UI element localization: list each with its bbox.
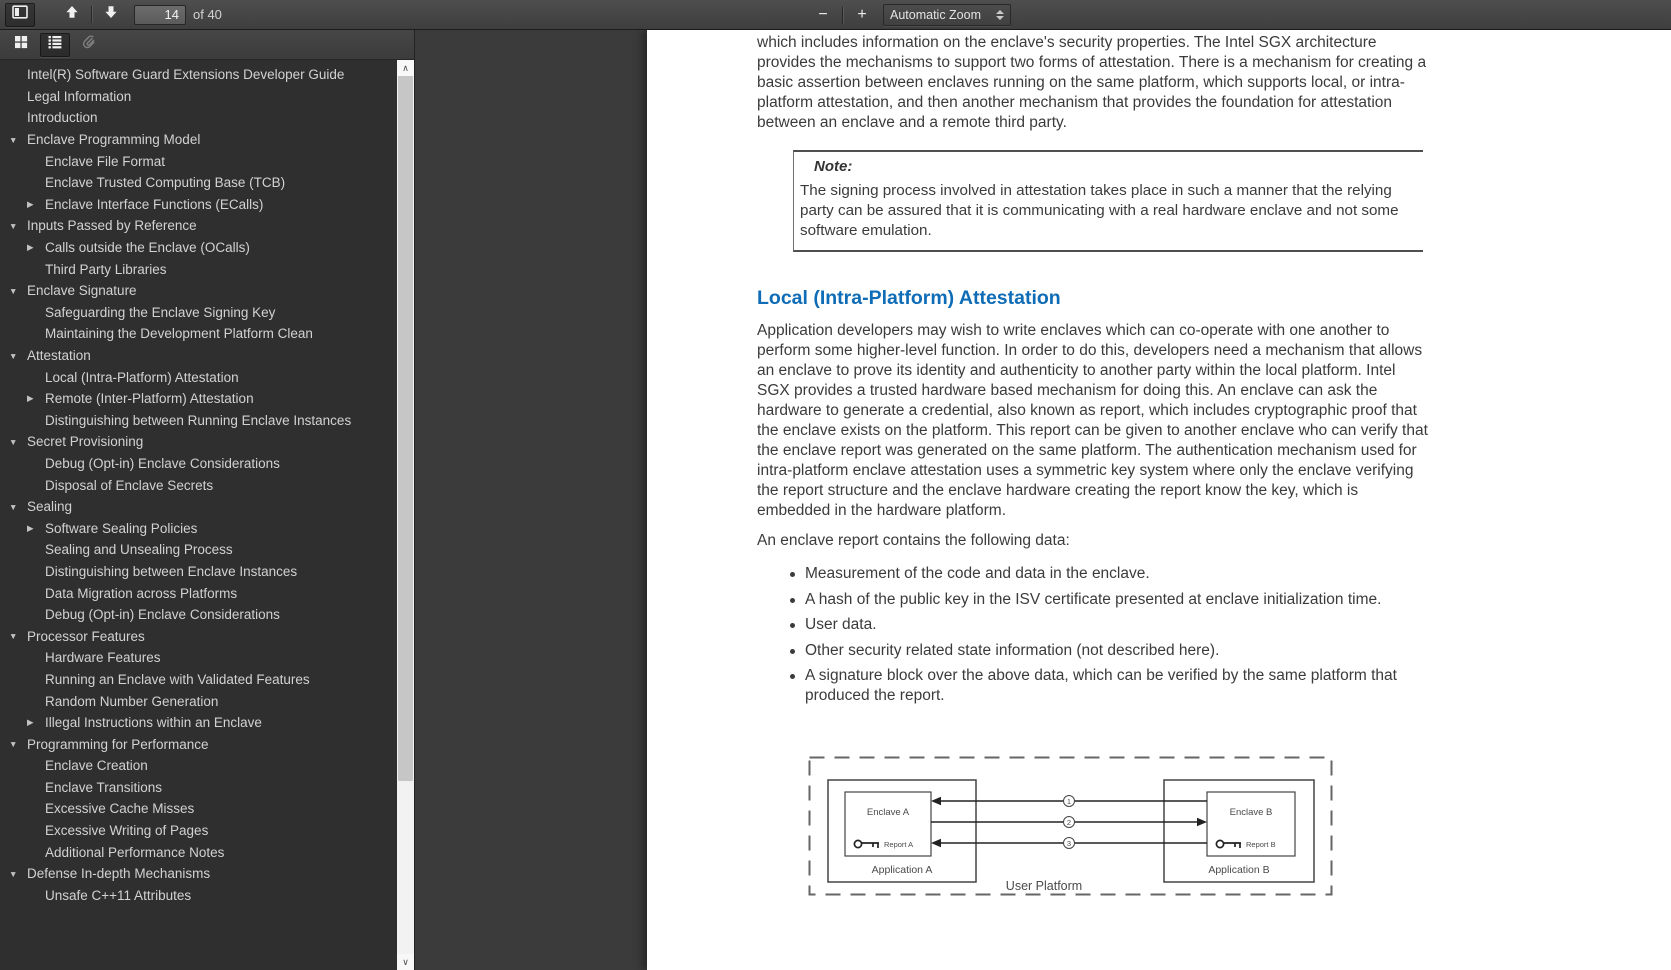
collapse-triangle-icon[interactable]: ▼: [9, 436, 18, 447]
toc-item-label: Running an Enclave with Validated Features: [45, 671, 310, 687]
pdf-page: [647, 30, 1671, 970]
collapse-triangle-icon[interactable]: ▼: [9, 868, 18, 879]
grid-icon: [13, 34, 29, 55]
step-3-badge: 3: [1066, 838, 1072, 848]
outline-view-button[interactable]: [40, 33, 70, 57]
expand-triangle-icon[interactable]: ▶: [27, 522, 34, 533]
scrollbar-down-button[interactable]: ∨: [397, 954, 414, 970]
toc-item-label: Legal Information: [27, 88, 132, 104]
toc-item[interactable]: [0, 539, 397, 561]
zoom-out-button[interactable]: [808, 3, 838, 27]
zoom-level-value: Automatic Zoom: [890, 8, 982, 22]
list-item: Measurement of the code and data in the enclave.: [790, 564, 1429, 584]
toc-item-label: Enclave Signature: [27, 283, 137, 299]
report-b-label: Report B: [1246, 840, 1276, 849]
arrow-down-icon: [103, 4, 119, 25]
toc-item-label: Introduction: [27, 110, 98, 126]
toc-item[interactable]: [0, 129, 397, 151]
paperclip-icon: [81, 34, 97, 55]
section-heading: Local (Intra-Platform) Attestation: [757, 287, 1061, 309]
expand-triangle-icon[interactable]: ▶: [27, 393, 34, 404]
report-data-list: [790, 564, 1429, 706]
toc-item[interactable]: [0, 194, 397, 216]
zoom-controls: [808, 0, 1011, 30]
toc-item-label: Random Number Generation: [45, 693, 219, 709]
toc-item-label: Third Party Libraries: [45, 261, 167, 277]
toc-item[interactable]: [0, 474, 397, 496]
toc-item-label: Attestation: [27, 348, 91, 364]
minus-icon: −: [818, 6, 828, 23]
toc-item[interactable]: [0, 712, 397, 734]
toc-item[interactable]: [0, 647, 397, 669]
expand-triangle-icon[interactable]: ▶: [27, 198, 34, 209]
toc-item[interactable]: [0, 453, 397, 475]
toc-item-label: Hardware Features: [45, 650, 161, 666]
attachments-view-button[interactable]: [74, 33, 104, 57]
zoom-level-select[interactable]: [883, 4, 1011, 26]
expand-triangle-icon[interactable]: ▶: [27, 242, 34, 253]
enclave-a-label: Enclave A: [866, 807, 910, 818]
scrollbar-thumb[interactable]: [398, 76, 413, 781]
outline-list: [0, 60, 397, 970]
pdf-viewer: [416, 30, 1671, 970]
toc-item-label: Calls outside the Enclave (OCalls): [45, 240, 250, 256]
attestation-diagram: [807, 754, 1429, 903]
toc-item[interactable]: [0, 561, 397, 583]
collapse-triangle-icon[interactable]: ▼: [9, 631, 18, 642]
toc-item[interactable]: [0, 517, 397, 539]
toc-item-label: Intel(R) Software Guard Extensions Developer Guide: [27, 67, 345, 83]
toc-item[interactable]: [0, 604, 397, 626]
section-body-paragraph: Application developers may wish to write enclaves which can co-operate with one another to perform some higher-level function. In order to do this, developers need a mechanism that allows an enclave to prove its identity and authenticity to another party within the local platform. Intel SGX provides a trusted hardware based mechanism for doing this. An enclave can ask the hardware to generate a credential, also known as report, which includes cryptographic proof that the enclave exists on the platform. This report can be given to another enclave who can verify that the enclave report was generated on the same platform. The authentication mechanism used for intra-platform enclave attestation uses a symmetric key system where only the enclave verifying the report structure and the enclave hardware creating the report know the key, which is embedded in the hardware platform.: [757, 322, 1428, 519]
toc-item[interactable]: [0, 366, 397, 388]
list-icon: [47, 34, 63, 55]
toc-item[interactable]: [0, 323, 397, 345]
toc-item-label: Programming for Performance: [27, 736, 209, 752]
toc-item[interactable]: [0, 820, 397, 842]
toc-item[interactable]: [0, 258, 397, 280]
toc-item-label: Safeguarding the Enclave Signing Key: [45, 304, 276, 320]
zoom-in-button[interactable]: [847, 3, 877, 27]
toc-item-label: Secret Provisioning: [27, 434, 144, 450]
toc-item-label: Disposal of Enclave Secrets: [45, 477, 214, 493]
toc-item[interactable]: [0, 215, 397, 237]
toc-item[interactable]: [0, 669, 397, 691]
toc-item-label: Software Sealing Policies: [45, 520, 198, 536]
toc-item-label: Enclave Trusted Computing Base (TCB): [45, 175, 286, 191]
collapse-triangle-icon[interactable]: ▼: [9, 501, 18, 512]
collapse-triangle-icon[interactable]: ▼: [9, 220, 18, 231]
scrollbar-up-button[interactable]: ∧: [397, 60, 414, 76]
toc-item[interactable]: [0, 690, 397, 712]
previous-page-button[interactable]: [57, 3, 87, 27]
toc-item[interactable]: [0, 431, 397, 453]
sidebar: [0, 30, 415, 970]
collapse-triangle-icon[interactable]: ▼: [9, 285, 18, 296]
toc-item-label: Local (Intra-Platform) Attestation: [45, 369, 239, 385]
toc-item[interactable]: [0, 107, 397, 129]
toc-item[interactable]: [0, 172, 397, 194]
toc-item[interactable]: [0, 302, 397, 324]
toc-item[interactable]: [0, 496, 397, 518]
toc-item-label: Sealing: [27, 499, 73, 515]
toc-item[interactable]: [0, 885, 397, 907]
toc-item[interactable]: [0, 625, 397, 647]
application-a-label: Application A: [871, 864, 933, 876]
toc-item[interactable]: [0, 841, 397, 863]
page-number-input[interactable]: [134, 5, 186, 25]
application-b-label: Application B: [1208, 864, 1270, 876]
toc-item[interactable]: [0, 64, 397, 86]
expand-triangle-icon[interactable]: ▶: [27, 717, 34, 728]
toc-item-label: Additional Performance Notes: [45, 844, 225, 860]
toc-item-label: Unsafe C++11 Attributes: [45, 887, 192, 903]
toc-item[interactable]: [0, 345, 397, 367]
plus-icon: +: [857, 6, 867, 23]
toc-item-label: Debug (Opt-in) Enclave Considerations: [45, 455, 280, 471]
toc-item[interactable]: [0, 86, 397, 108]
collapse-triangle-icon[interactable]: ▼: [9, 134, 18, 145]
toc-item[interactable]: [0, 388, 397, 410]
note-text: The signing process involved in attestation takes place in such a manner that the relying party can be assured that it is communicating with a real hardware enclave and not some software emulation.: [800, 182, 1399, 239]
sidebar-scrollbar[interactable]: [397, 60, 414, 970]
note-label: Note:: [814, 158, 853, 175]
toc-item-label: Excessive Writing of Pages: [45, 823, 209, 839]
toc-item[interactable]: [0, 582, 397, 604]
list-item: Other security related state information (not described here).: [790, 641, 1429, 661]
toc-item-label: Enclave File Format: [45, 153, 166, 169]
toc-item-label: Enclave Programming Model: [27, 132, 201, 148]
toc-item[interactable]: [0, 150, 397, 172]
toolbar-separator: [842, 7, 843, 24]
list-item: User data.: [790, 615, 1429, 635]
collapse-triangle-icon[interactable]: ▼: [9, 739, 18, 750]
toc-item-label: Inputs Passed by Reference: [27, 218, 197, 234]
toc-item-label: Sealing and Unsealing Process: [45, 542, 233, 558]
toc-item-label: Data Migration across Platforms: [45, 585, 238, 601]
toc-item[interactable]: [0, 755, 397, 777]
list-item: A hash of the public key in the ISV certificate presented at enclave initialization time.: [790, 590, 1429, 610]
toc-item[interactable]: [0, 237, 397, 259]
page-count-label: of 40: [193, 7, 222, 22]
sidebar-toggle-button[interactable]: [5, 3, 35, 27]
next-page-button[interactable]: [96, 3, 126, 27]
main-toolbar: [0, 0, 1671, 30]
toc-item-label: Enclave Creation: [45, 758, 148, 774]
toc-item-label: Enclave Interface Functions (ECalls): [45, 196, 264, 212]
arrow-up-icon: [64, 4, 80, 25]
toc-item-label: Excessive Cache Misses: [45, 801, 195, 817]
select-spinner-icon: [996, 10, 1004, 20]
toc-item-label: Debug (Opt-in) Enclave Considerations: [45, 607, 280, 623]
note-box: [793, 150, 1423, 252]
toc-item-label: Remote (Inter-Platform) Attestation: [45, 391, 254, 407]
user-platform-label: User Platform: [1005, 879, 1083, 893]
toc-item-label: Defense In-depth Mechanisms: [27, 866, 211, 882]
report-a-label: Report A: [884, 840, 914, 849]
collapse-triangle-icon[interactable]: ▼: [9, 350, 18, 361]
toc-item[interactable]: [0, 798, 397, 820]
step-2-badge: 2: [1066, 817, 1072, 827]
toc-item[interactable]: [0, 410, 397, 432]
toc-item-label: Illegal Instructions within an Enclave: [45, 715, 262, 731]
toc-item-label: Distinguishing between Running Enclave Instances: [45, 412, 352, 428]
list-item: A signature block over the above data, which can be verified by the same platform that produced the report.: [790, 666, 1429, 706]
toc-item-label: Processor Features: [27, 628, 145, 644]
toc-item[interactable]: [0, 777, 397, 799]
sidebar-toggle-icon: [12, 4, 28, 25]
toc-item-label: Enclave Transitions: [45, 779, 163, 795]
toolbar-separator: [91, 6, 92, 23]
toc-item-label: Distinguishing between Enclave Instances: [45, 563, 298, 579]
sidebar-toolbar: [0, 30, 414, 60]
enclave-b-label: Enclave B: [1229, 807, 1273, 818]
intro-paragraph: which includes information on the enclave's security properties. The Intel SGX architecture provides the mechanisms to support two forms of attestation. There is a mechanism for creating a basic assertion between enclaves running on the same platform, which supports local, or intra-platform attestation, and then another mechanism that provides the foundation for attestation between an enclave and a remote third party.: [757, 34, 1427, 131]
toc-item[interactable]: [0, 733, 397, 755]
toc-item[interactable]: [0, 863, 397, 885]
step-1-badge: 1: [1066, 796, 1072, 806]
toc-item[interactable]: [0, 280, 397, 302]
thumbnails-view-button[interactable]: [6, 33, 36, 57]
toc-item-label: Maintaining the Development Platform Clean: [45, 326, 313, 342]
list-intro: An enclave report contains the following data:: [757, 532, 1070, 549]
